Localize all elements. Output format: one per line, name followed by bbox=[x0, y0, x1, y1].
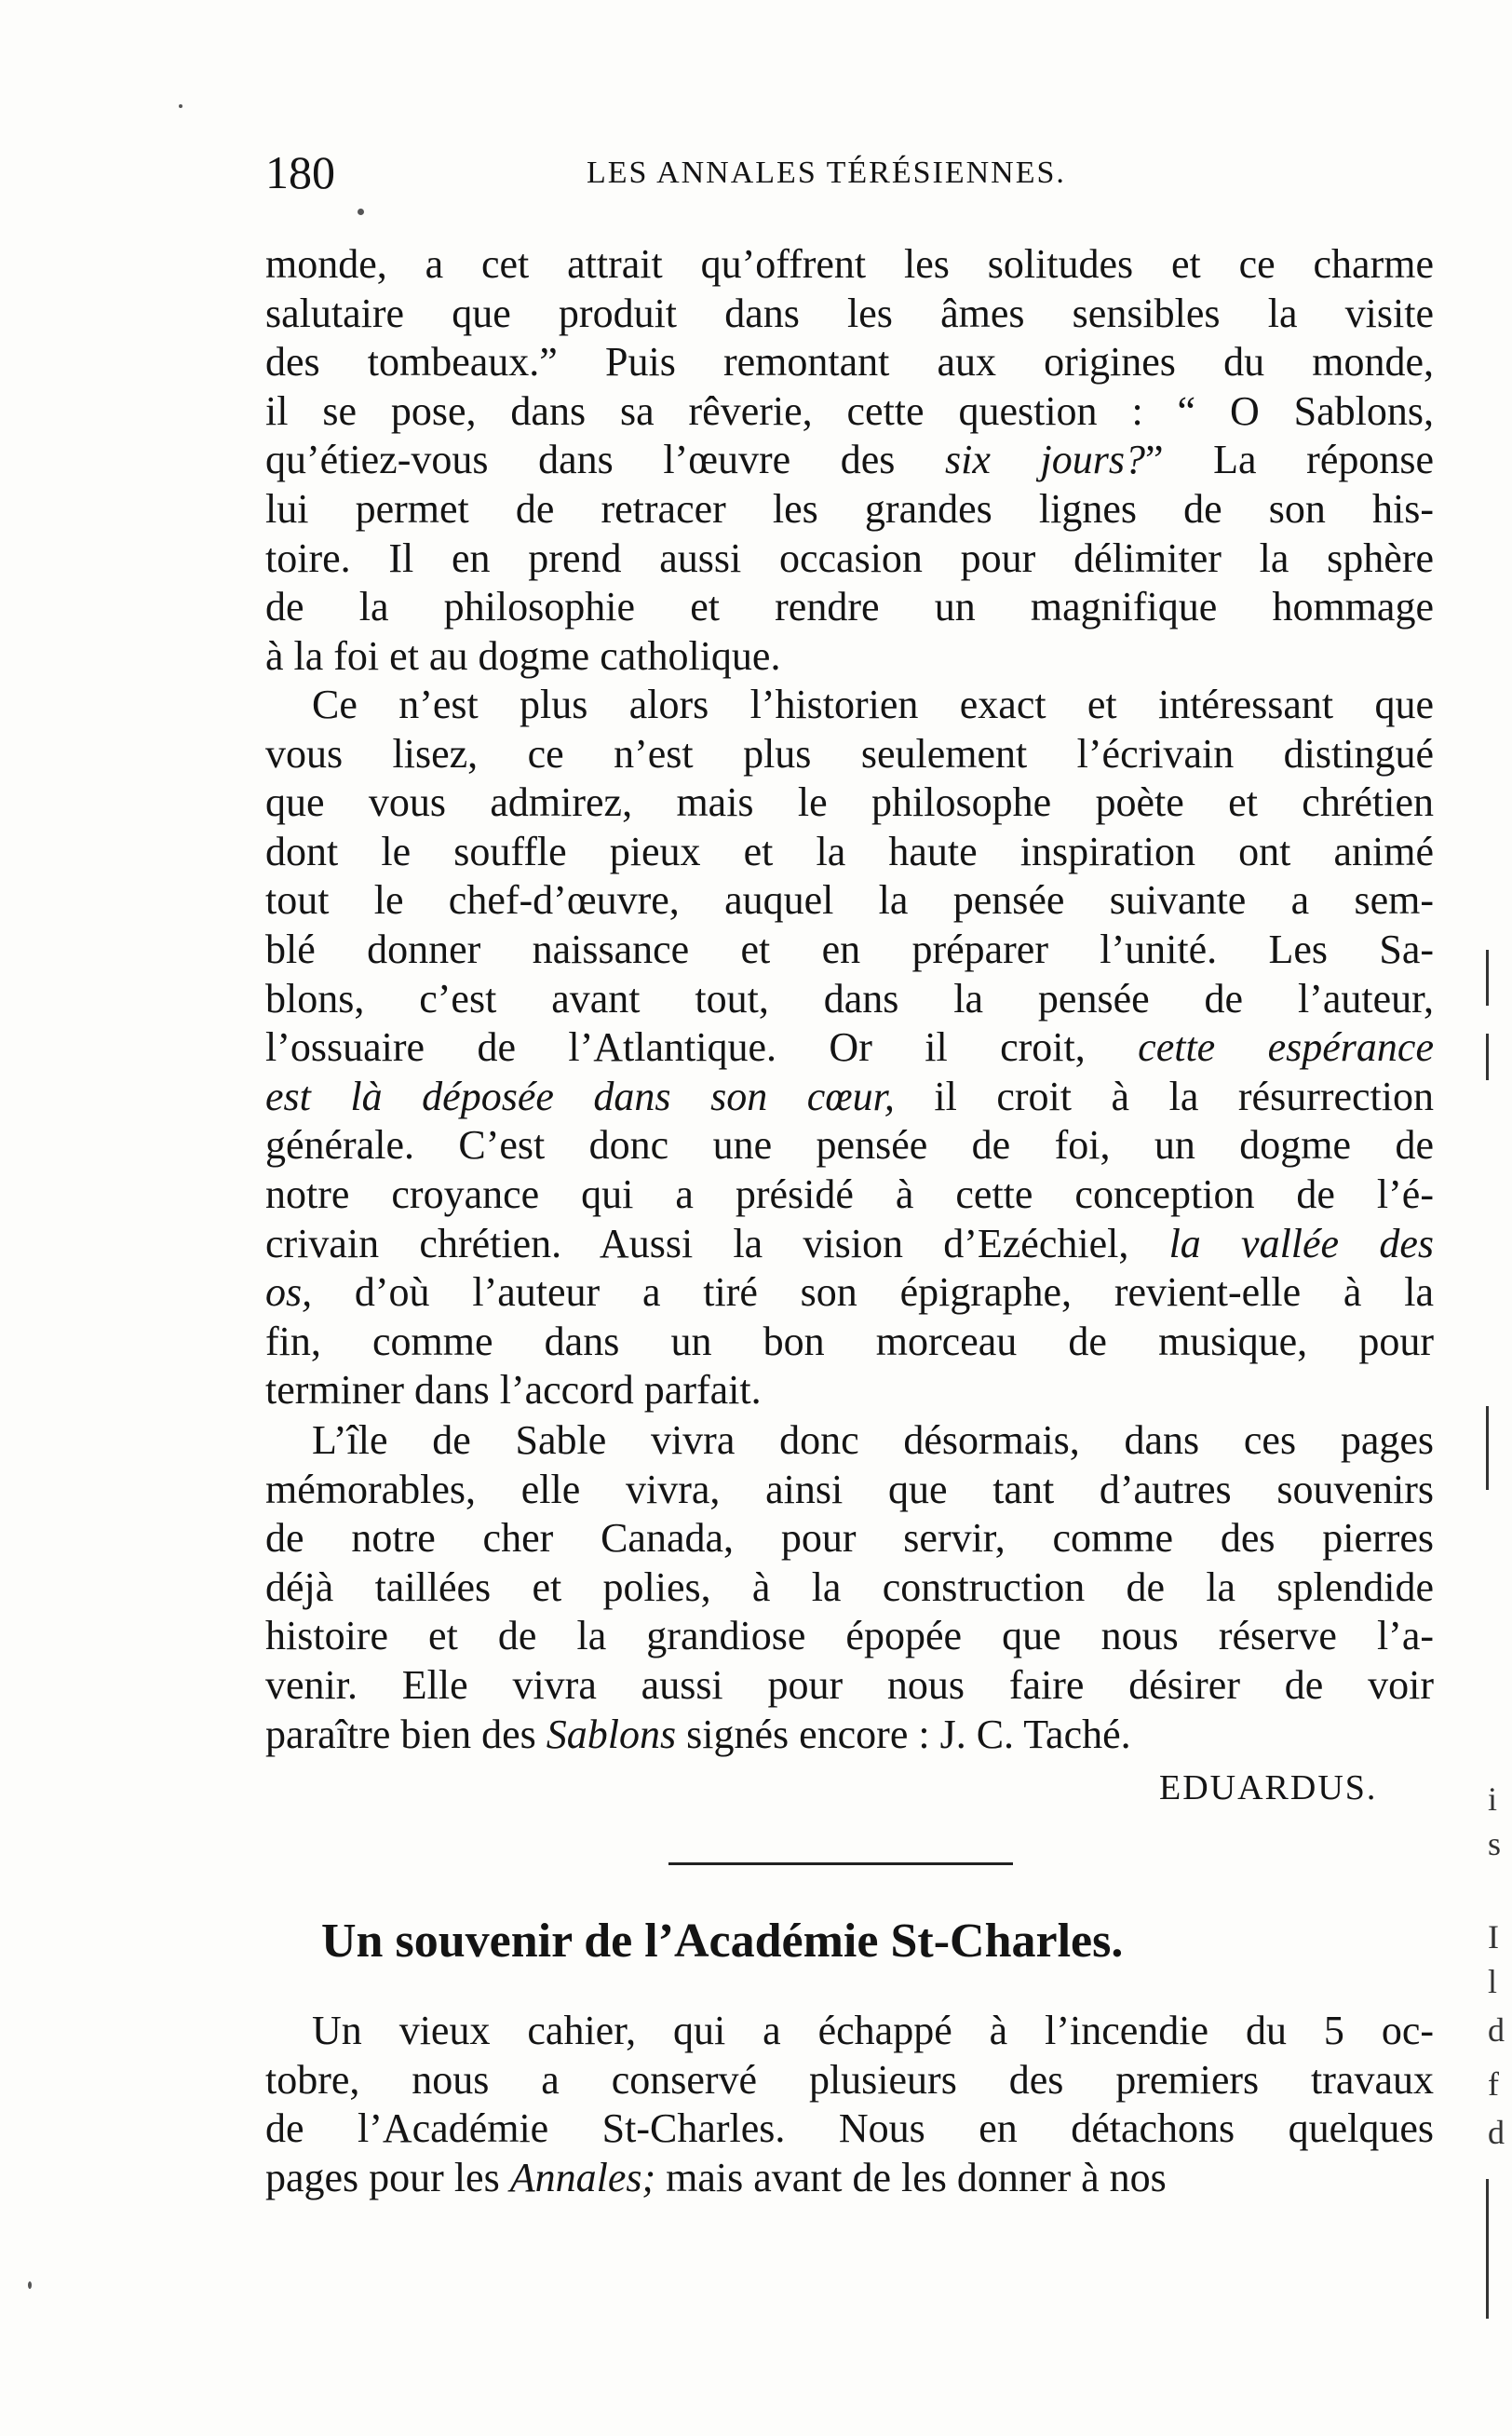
text-line: dont le souffle pieux et la haute inspiration ont animé bbox=[265, 828, 1434, 874]
italic-text: cette espérance bbox=[1138, 1024, 1434, 1071]
italic-text: Sablons bbox=[546, 1711, 677, 1757]
text-line: lui permet de retracer les grandes lignes de son his- bbox=[265, 485, 1434, 532]
text-segment: il croit à la résurrection bbox=[894, 1073, 1434, 1119]
section-divider bbox=[668, 1862, 1013, 1865]
margin-fragment: d bbox=[1488, 2114, 1505, 2151]
text-line: venir. Elle vivra aussi pour nous faire désirer de voir bbox=[265, 1661, 1434, 1708]
scan-speck bbox=[358, 209, 364, 215]
text-line: que vous admirez, mais le philosophe poète et chrétien bbox=[265, 779, 1434, 826]
text-line: toire. Il en prend aussi occasion pour délimiter la sphère bbox=[265, 535, 1434, 581]
text-line: L’île de Sable vivra donc désormais, dans ces pages bbox=[312, 1417, 1434, 1463]
text-segment: mais avant de les donner à nos bbox=[655, 2154, 1167, 2200]
paragraph-2 bbox=[265, 681, 1434, 1415]
text-segment: d’où l’auteur a tiré son épigraphe, revient-elle à la bbox=[312, 1269, 1434, 1316]
text-line: tobre, nous a conservé plusieurs des premiers travaux bbox=[265, 2056, 1434, 2103]
margin-fragment: l bbox=[1488, 1963, 1498, 2000]
section-title: Un souvenir de l’Académie St-Charles. bbox=[321, 1915, 1124, 1968]
text-line: blons, c’est avant tout, dans la pensée de l’auteur, bbox=[265, 975, 1434, 1022]
running-head bbox=[265, 140, 1434, 205]
text-line: de la philosophie et rendre un magnifique hommage bbox=[265, 584, 1434, 630]
text-segment: signés encore : J. C. Taché. bbox=[676, 1711, 1131, 1757]
margin-fragment: f bbox=[1488, 2065, 1499, 2103]
margin-fragment: i bbox=[1488, 1780, 1498, 1818]
scan-edge-mark bbox=[1486, 1034, 1489, 1080]
text-line: de l’Académie St-Charles. Nous en détachons quelques bbox=[265, 2105, 1434, 2152]
text-line: terminer dans l’accord parfait. bbox=[265, 1367, 762, 1414]
italic-text: est là déposée dans son cœur, bbox=[265, 1073, 895, 1119]
paragraph-3 bbox=[265, 1416, 1434, 1759]
italic-text: os, bbox=[265, 1269, 313, 1316]
margin-fragment: s bbox=[1488, 1825, 1502, 1862]
text-line bbox=[265, 1220, 1434, 1269]
running-title: LES ANNALES TÉRÉSIENNES. bbox=[587, 156, 1066, 190]
text-line: déjà taillées et polies, à la construction de la splendide bbox=[265, 1563, 1434, 1610]
scan-edge-mark bbox=[1486, 950, 1489, 1006]
text-line: Ce n’est plus alors l’historien exact et intéressant que bbox=[312, 682, 1434, 727]
text-line bbox=[265, 1073, 1434, 1122]
text-line: monde, a cet attrait qu’offrent les solitudes et ce charme bbox=[265, 241, 1434, 287]
scan-edge-mark bbox=[1486, 2179, 1489, 2319]
italic-text: la vallée des bbox=[1168, 1220, 1434, 1266]
margin-fragment: d bbox=[1488, 2011, 1505, 2049]
paragraph-4 bbox=[265, 2007, 1434, 2202]
text-line: fin, comme dans un bon morceau de musique, pour bbox=[265, 1318, 1434, 1364]
text-line: il se pose, dans sa rêverie, cette question : “ O Sablons, bbox=[265, 387, 1434, 434]
paragraph-1 bbox=[265, 240, 1434, 681]
page-number: 180 bbox=[265, 146, 335, 198]
text-line: vous lisez, ce n’est plus seulement l’écrivain distingué bbox=[265, 730, 1434, 777]
text-line bbox=[265, 1023, 1434, 1073]
text-line: générale. C’est donc une pensée de foi, un dogme de bbox=[265, 1122, 1434, 1169]
text-line: blé donner naissance et en préparer l’unité. Les Sa- bbox=[265, 926, 1434, 972]
text-line: des tombeaux.” Puis remontant aux origines du monde, bbox=[265, 339, 1434, 386]
text-segment: crivain chrétien. Aussi la vision d’Ezéchiel, bbox=[265, 1220, 1169, 1266]
scan-speck bbox=[179, 104, 182, 108]
text-line: salutaire que produit dans les âmes sensibles la visite bbox=[265, 290, 1434, 336]
signature: EDUARDUS. bbox=[1159, 1768, 1378, 1807]
italic-text: six jours? bbox=[945, 437, 1146, 483]
text-line: Un vieux cahier, qui a échappé à l’incendie du 5 oc- bbox=[312, 2008, 1434, 2053]
scan-speck bbox=[28, 2281, 32, 2289]
text-line bbox=[265, 436, 1434, 485]
text-line bbox=[265, 1711, 1434, 1760]
text-line: histoire et de la grandiose épopée que nous réserve l’a- bbox=[265, 1613, 1434, 1659]
italic-text: Annales; bbox=[509, 2154, 656, 2200]
text-line bbox=[265, 2154, 1434, 2203]
text-line bbox=[265, 1268, 1434, 1318]
scan-edge-mark bbox=[1486, 1406, 1489, 1490]
text-line: à la foi et au dogme catholique. bbox=[265, 632, 781, 679]
text-line: tout le chef-d’œuvre, auquel la pensée suivante a sem- bbox=[265, 877, 1434, 924]
text-segment: qu’étiez-vous dans l’œuvre des bbox=[265, 437, 946, 483]
text-line: de notre cher Canada, pour servir, comme des pierres bbox=[265, 1515, 1434, 1562]
text-line: mémorables, elle vivra, ainsi que tant d’autres souvenirs bbox=[265, 1466, 1434, 1512]
text-segment: l’ossuaire de l’Atlantique. Or il croit, bbox=[265, 1024, 1139, 1071]
text-segment: paraître bien des bbox=[265, 1711, 547, 1757]
text-line: notre croyance qui a présidé à cette conception de l’é- bbox=[265, 1171, 1434, 1217]
margin-fragment: I bbox=[1488, 1918, 1499, 1956]
text-segment: ” La réponse bbox=[1145, 437, 1434, 483]
text-segment: pages pour les bbox=[265, 2154, 510, 2200]
